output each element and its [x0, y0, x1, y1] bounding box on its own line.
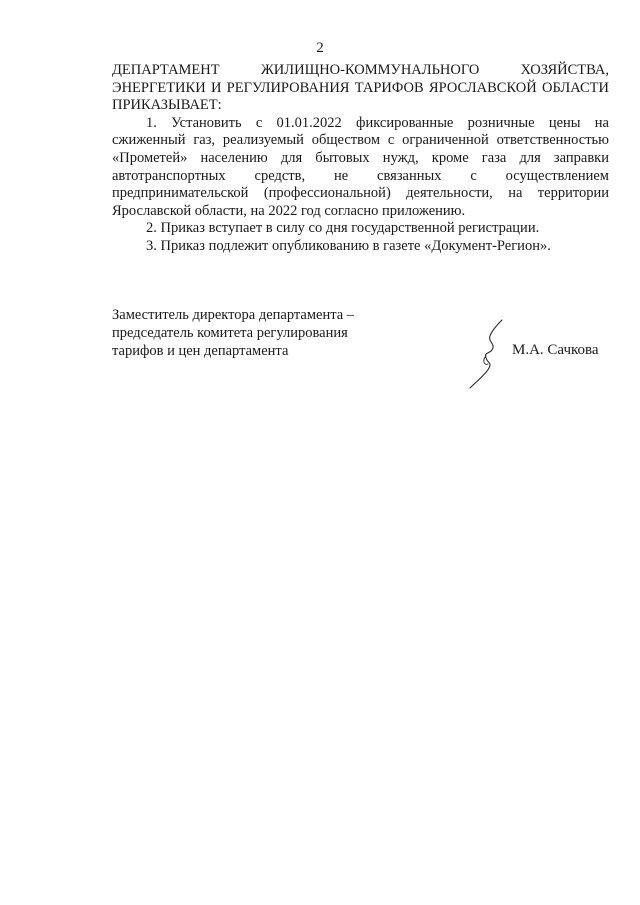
- handwritten-signature: [462, 316, 512, 391]
- position-line-3: тарифов и цен департамента: [112, 343, 289, 359]
- document-body: [112, 62, 609, 256]
- signatory-position: [112, 306, 382, 360]
- paragraph-2: 2. Приказ вступает в силу со дня государственной регистрации.: [146, 220, 540, 237]
- paragraph-1: 1. Установить с 01.01.2022 фиксированные розничные цены на сжиженный газ, реализуемый обществом с ограниченной ответственностью «Прометей» населению для бытовых нужд, кроме газа для заправки автотранспортных средств, не связанных с осуществлением предпринимательской (профессиональной) деятельности, на территории Ярославской области, на 2022 год согласно приложению.: [112, 114, 609, 219]
- signatory-name: М.А. Сачкова: [512, 342, 599, 358]
- page-number: 2: [316, 40, 324, 56]
- position-line-1: Заместитель директора департамента –: [112, 307, 355, 323]
- order-heading: ДЕПАРТАМЕНТ ЖИЛИЩНО-КОММУНАЛЬНОГО ХОЗЯЙСТВА, ЭНЕРГЕТИКИ И РЕГУЛИРОВАНИЯ ТАРИФОВ ЯРОСЛАВСКОЙ ОБЛАСТИ ПРИКАЗЫВАЕТ:: [112, 62, 609, 114]
- position-line-2: председатель комитета регулирования: [112, 325, 348, 341]
- paragraph-3: 3. Приказ подлежит опубликованию в газете «Документ-Регион».: [146, 237, 551, 254]
